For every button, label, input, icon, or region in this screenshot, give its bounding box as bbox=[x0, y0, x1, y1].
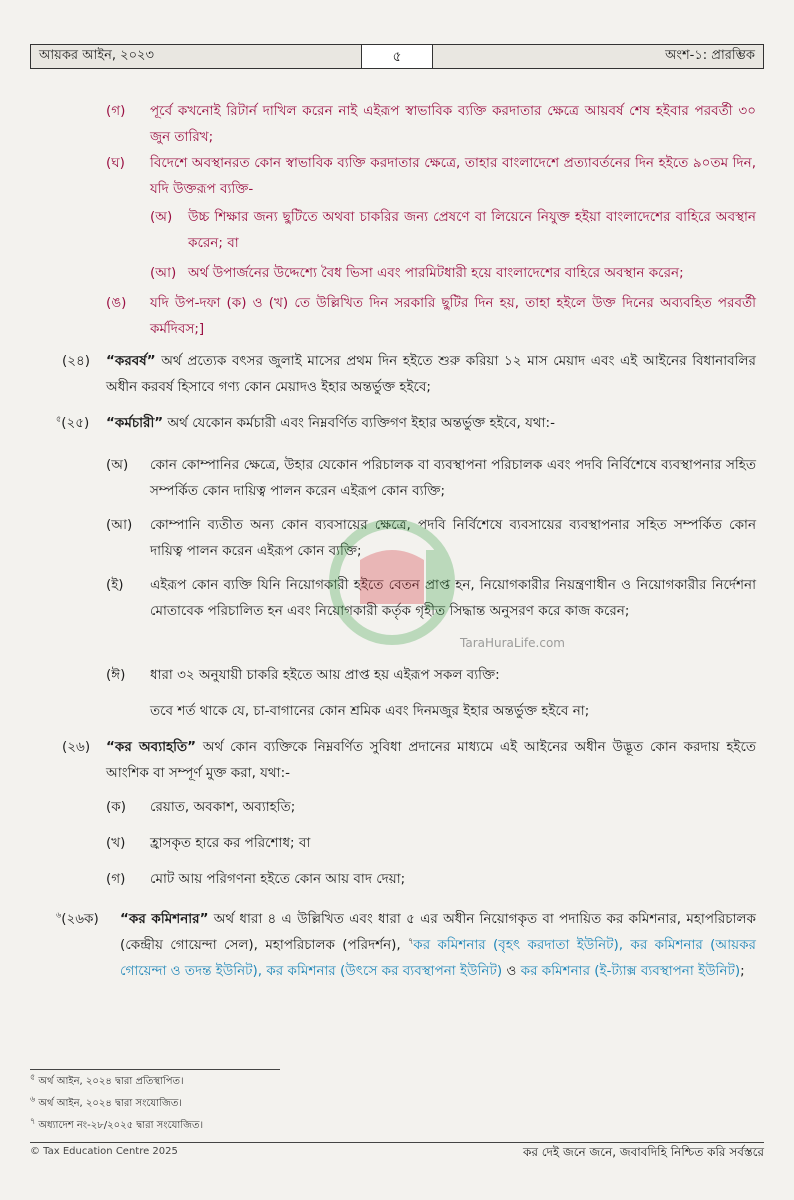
inserted-text: কর কমিশনার (ই-ট্যাক্স ব্যবস্থাপনা ইউনিট) bbox=[520, 963, 741, 979]
end-text: ; bbox=[740, 963, 745, 979]
clause-label: (আ) bbox=[150, 265, 177, 281]
footer-divider bbox=[30, 1142, 764, 1143]
definition-text: অর্থ কোন ব্যক্তিকে নিম্নবর্ণিত সুবিধা প্রদানের মাধ্যমে এই আইনের অধীন উদ্ভূত কোন করদায় হইতে আংশিক বা সম্পূর্ণ মুক্ত করা, যথা:- bbox=[106, 739, 756, 781]
definition-number-text: (২৬ক) bbox=[61, 911, 99, 927]
clause-label: (ক) bbox=[106, 799, 126, 815]
clause-text: কোম্পানি ব্যতীত অন্য কোন ব্যবসায়ের ক্ষেত্রে, পদবি নির্বিশেষে ব্যবসায়ের ব্যবস্থাপনার সহিত সম্পর্কিত কোন দায়িত্ব পালন করেন এইরূপ কোন ব্যক্তি; bbox=[150, 517, 756, 559]
footnote-number: ৫ bbox=[30, 1072, 36, 1082]
clause-label: (খ) bbox=[106, 835, 126, 851]
watermark-text: TaraHuraLife.com bbox=[460, 636, 565, 650]
page-header bbox=[30, 44, 764, 69]
definition-body bbox=[120, 906, 756, 984]
copyright: © Tax Education Centre 2025 bbox=[30, 1146, 178, 1157]
definition-body bbox=[106, 410, 756, 436]
definition-number bbox=[56, 410, 89, 436]
definition-term: “কর কমিশনার” bbox=[120, 911, 209, 927]
clause-text: পূর্বে কখনোই রিটার্ন দাখিল করেন নাই এইরূপ স্বাভাবিক ব্যক্তি করদাতার ক্ষেত্রে আয়বর্ষ শেষ হইবার পরবর্তী ৩০ জুন তারিখ; bbox=[150, 103, 756, 145]
clause-text: এইরূপ কোন ব্যক্তি যিনি নিয়োগকারী হইতে বেতন প্রাপ্ত হন, নিয়োগকারীর নিয়ন্ত্রণাধীন ও নিয়োগকারীর নির্দেশনা মোতাবেক পরিচালিত হন এবং নিয়োগকারী কর্তৃক গৃহীত সিদ্ধান্ত অনুসরণ করে কাজ করেন; bbox=[150, 577, 756, 619]
footnote-text: অধ্যাদেশ নং-২৮/২০২৫ দ্বারা সংযোজিত। bbox=[38, 1120, 204, 1131]
clause-label: (ঘ) bbox=[106, 155, 125, 171]
clause-text: ধারা ৩২ অনুযায়ী চাকরি হইতে আয় প্রাপ্ত হয় এইরূপ সকল ব্যক্তি: bbox=[150, 667, 500, 683]
clause-text: যদি উপ-দফা (ক) ও (খ) তে উল্লিখিত দিন সরকারি ছুটির দিন হয়, তাহা হইলে উক্ত দিনের অব্যবহিত পরবর্তী কর্মদিবস;] bbox=[150, 295, 756, 337]
definition-term: “কর্মচারী” bbox=[106, 415, 164, 431]
definition-body bbox=[106, 348, 756, 400]
clause-text: রেয়াত, অবকাশ, অব্যাহতি; bbox=[150, 799, 296, 815]
chapter-title: অংশ-১: প্রারম্ভিক bbox=[665, 48, 755, 63]
clause-label: (গ) bbox=[106, 871, 126, 887]
footnote-ref: ৭ bbox=[408, 936, 414, 946]
clause-label: (ই) bbox=[106, 577, 124, 593]
clause-text: কোন কোম্পানির ক্ষেত্রে, উহার যেকোন পরিচালক বা ব্যবস্থাপনা পরিচালক এবং পদবি নির্বিশেষে ব্যবস্থাপনার সহিত সম্পর্কিত কোন দায়িত্ব পালন করেন এইরূপ কোন ব্যক্তি; bbox=[150, 457, 756, 499]
definition-term: “কর অব্যাহতি” bbox=[106, 739, 196, 755]
connector-text: ও bbox=[502, 963, 521, 979]
definition-body bbox=[106, 734, 756, 786]
clause-text: উচ্চ শিক্ষার জন্য ছুটিতে অথবা চাকরির জন্য প্রেষণে বা লিয়েনে নিযুক্ত হইয়া বাংলাদেশের বাহিরে অবস্থান করেন; বা bbox=[188, 209, 756, 251]
definition-text: অর্থ প্রত্যেক বৎসর জুলাই মাসের প্রথম দিন হইতে শুরু করিয়া ১২ মাস মেয়াদ এবং এই আইনের বিধানাবলির অধীন করবর্ষ হিসাবে গণ্য কোন মেয়াদও ইহার অন্তর্ভুক্ত হইবে; bbox=[106, 353, 756, 395]
footnote-number: ৬ bbox=[30, 1094, 36, 1104]
clause-text: হ্রাসকৃত হারে কর পরিশোধ; বা bbox=[150, 835, 311, 851]
definition-number: (২৪) bbox=[62, 353, 91, 369]
footnote-number: ৭ bbox=[30, 1116, 36, 1126]
clause-label: (আ) bbox=[106, 517, 133, 533]
footer-slogan: কর দেই জনে জনে, জবাবদিহি নিশ্চিত করি সর্বস্তরে bbox=[522, 1145, 764, 1159]
def25-proviso bbox=[150, 698, 756, 724]
footnote bbox=[30, 1094, 182, 1110]
footnote-text: অর্থ আইন, ২০২৪ দ্বারা প্রতিস্থাপিত। bbox=[38, 1076, 184, 1087]
clause-label: (গ) bbox=[106, 103, 126, 119]
page-number: ৫ bbox=[361, 45, 433, 68]
clause-text: মোট আয় পরিগণনা হইতে কোন আয় বাদ দেয়া; bbox=[150, 871, 406, 887]
proviso-text: তবে শর্ত থাকে যে, চা-বাগানের কোন শ্রমিক এবং দিনমজুর ইহার অন্তর্ভুক্ত হইবে না; bbox=[150, 703, 590, 719]
footnote-text: অর্থ আইন, ২০২৪ দ্বারা সংযোজিত। bbox=[38, 1098, 182, 1109]
footnote-divider bbox=[30, 1069, 280, 1070]
footnote bbox=[30, 1116, 204, 1132]
clause-label: (অ) bbox=[150, 209, 173, 225]
footnote bbox=[30, 1072, 184, 1088]
definition-term: “করবর্ষ” bbox=[106, 353, 156, 369]
book-title: আয়কর আইন, ২০২৩ bbox=[39, 48, 154, 63]
clause-label: (ঙ) bbox=[106, 295, 127, 311]
definition-number bbox=[56, 906, 99, 932]
footnote-ref: ৬ bbox=[56, 910, 62, 920]
clause-label: (ঈ) bbox=[106, 667, 126, 683]
definition-text: অর্থ যেকোন কর্মচারী এবং নিম্নবর্ণিত ব্যক্তিগণ ইহার অন্তর্ভুক্ত হইবে, যথা:- bbox=[163, 415, 555, 431]
footnote-ref: ৫ bbox=[56, 414, 62, 424]
clause-text: অর্থ উপার্জনের উদ্দেশ্যে বৈধ ভিসা এবং পারমিটধারী হয়ে বাংলাদেশের বাহিরে অবস্থান করেন; bbox=[188, 265, 684, 281]
definition-number-text: (২৫) bbox=[61, 415, 90, 431]
definition-text: অর্থ ধারা ৪ এ উল্লিখিত এবং ধারা ৫ এর অধীন নিয়োগকৃত বা পদায়িত কর কমিশনার, মহাপরিচালক (কেন্দ্রীয় গোয়েন্দা সেল), মহাপরিচালক (পরিদর্শন), bbox=[120, 911, 756, 953]
clause-text: বিদেশে অবস্থানরত কোন স্বাভাবিক ব্যক্তি করদাতার ক্ষেত্রে, তাহার বাংলাদেশে প্রত্যাবর্তনের দিন হইতে ৯০তম দিন, যদি উক্তরূপ ব্যক্তি- bbox=[150, 155, 756, 197]
definition-number: (২৬) bbox=[62, 739, 91, 755]
inserted-text: কর কমিশনার (বৃহৎ করদাতা ইউনিট), কর কমিশনার (আয়কর গোয়েন্দা ও তদন্ত ইউনিট), কর কমিশনার (উৎসে কর ব্যবস্থাপনা ইউনিট) bbox=[120, 937, 756, 979]
clause-label: (অ) bbox=[106, 457, 129, 473]
